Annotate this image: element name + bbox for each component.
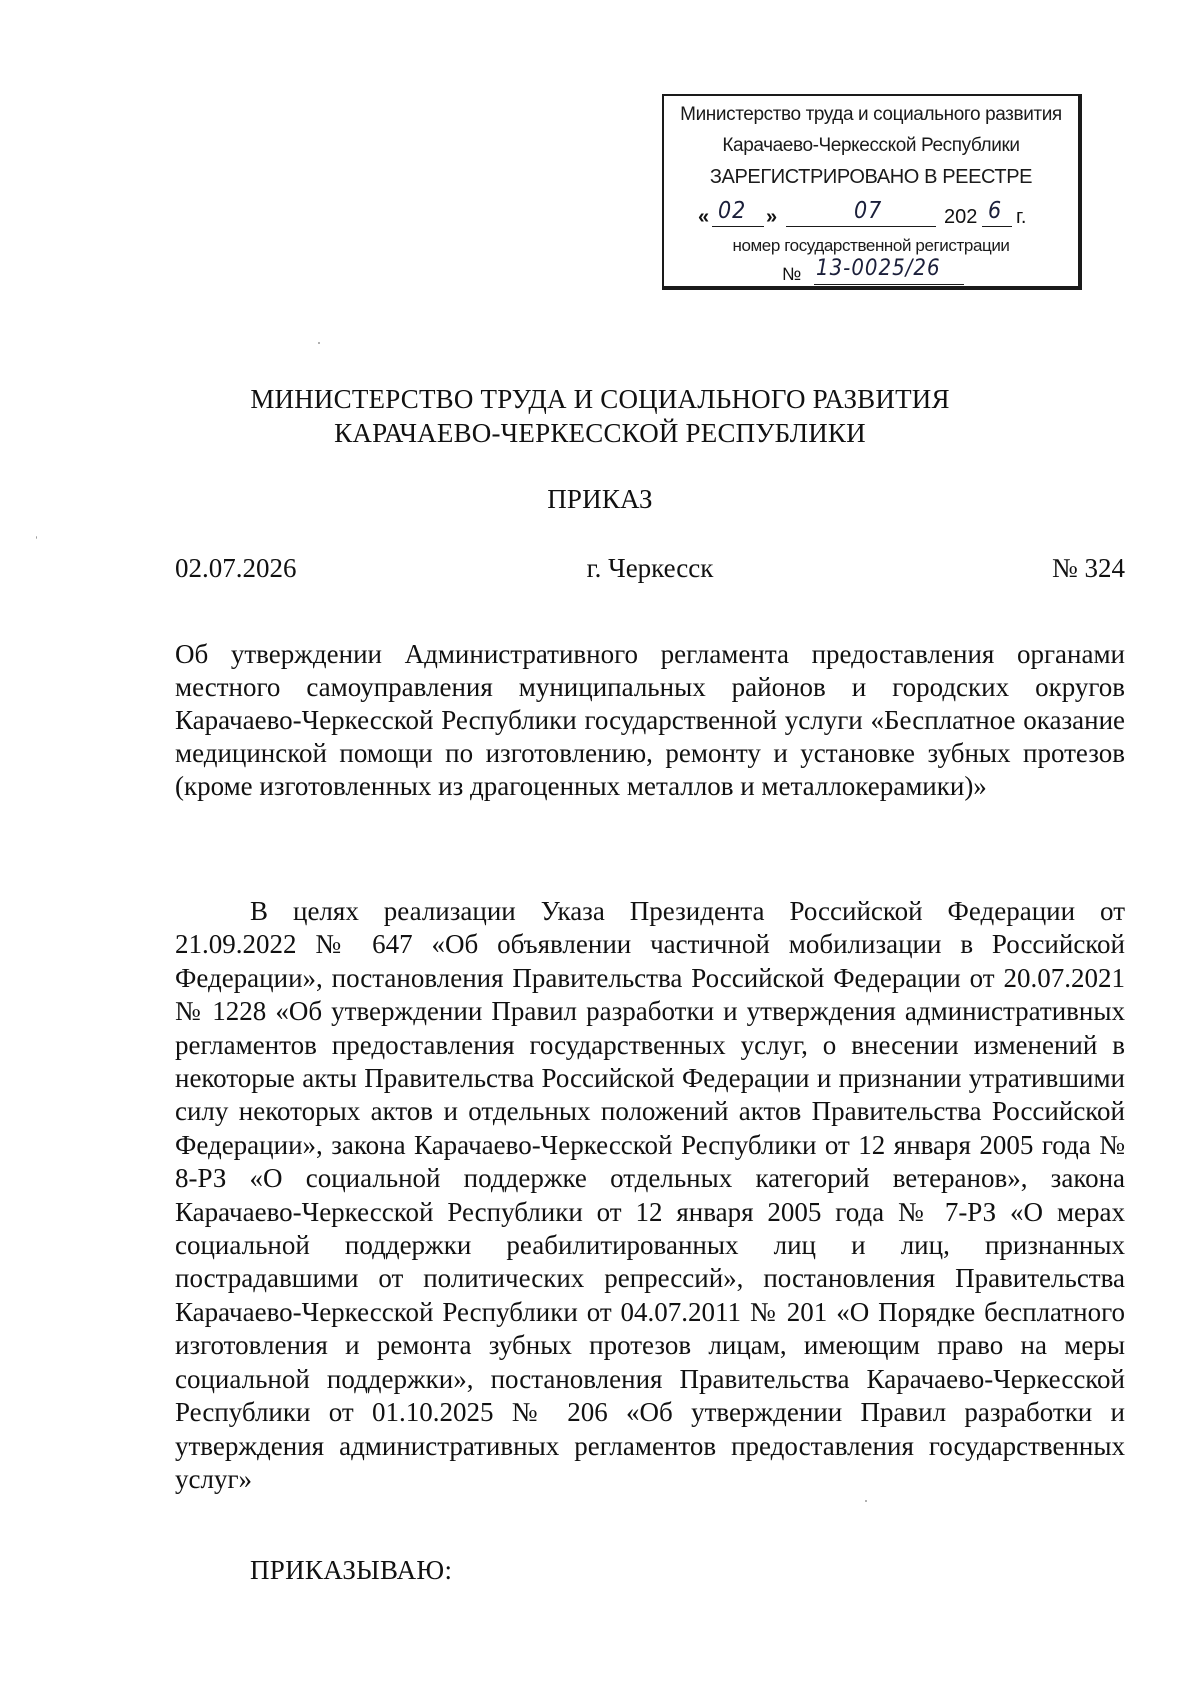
reg-number-field [814,258,964,285]
year-unit: г. [1016,206,1027,228]
scan-speck [36,536,37,539]
registration-stamp [662,94,1082,290]
stamp-reg-number [664,258,1078,286]
order-preamble: В целях реализации Указа Президента Российской Федерации от 21.09.2022 № 647 «Об объявлении частичной мобилизации в Российской Федерации», постановления Правительства Российской Федерации от 20.07.2021 № 1228 «Об утверждении Правил разработки и утверждения административных регламентов предоставления государственных услуг, о внесении изменений в некоторые акты Правительства Российской Федерации и признании утратившими силу некоторых актов и отдельных положений актов Правительства Российской Федерации», закона Карачаево-Черкесской Республики от 12 января 2005 года № 8-РЗ «О социальной поддержке отдельных категорий ветеранов», закона Карачаево-Черкесской Республики от 12 января 2005 года № 7-РЗ «О мерах социальной поддержки реабилитированных лиц и лиц, признанных пострадавшими от политических репрессий», постановления Правительства Карачаево-Черкесской Республики от 04.07.2011 № 201 «О Порядке бесплатного изготовления и ремонта зубных протезов лицам, имеющим право на меры социальной поддержки», постановления Правительства Карачаево-Черкесской Республики от 01.10.2025 № 206 «Об утверждении Правил разработки и утверждения административных регламентов предоставления государственных услуг» [175,896,1125,1494]
year-prefix: 202 [944,206,978,228]
ministry-name-line-2: КАРАЧАЕВО-ЧЕРКЕССКОЙ РЕСПУБЛИКИ [334,418,866,448]
order-title: Об утверждении Административного регламента предоставления органами местного самоуправления муниципальных районов и городских округов Карачаево-Черкесской Республики государственной услуги «Бесплатное оказание медицинской помощи по изготовлению, ремонту и установке зубных протезов (кроме изготовленных из драгоценных металлов и металлокерамики)» [175,639,1125,801]
document-type: ПРИКАЗ [547,484,653,514]
ministry-name-line-1: МИНИСТЕРСТВО ТРУДА И СОЦИАЛЬНОГО РАЗВИТИЯ [250,384,950,414]
stamp-ministry-line: Министерство труда и социального развития [680,104,1062,125]
number-sign: № [782,264,802,284]
handwritten-year: 6 [988,198,1003,224]
order-directive: ПРИКАЗЫВАЮ: [250,1555,453,1585]
document-date: 02.07.2026 [175,553,297,583]
open-quote: « [698,206,710,228]
document-number: № 324 [1051,553,1125,583]
stamp-registration-date [664,200,1078,230]
scan-speck [865,1500,867,1502]
month-field [786,200,936,227]
document-meta-row [175,553,1125,587]
handwritten-reg-number: 13-0025/26 [816,256,941,281]
year-field [982,200,1012,227]
stamp-region-line: Карачаево-Черкесской Республики [722,135,1020,156]
close-quote: » [766,206,778,228]
stamp-registered-line: ЗАРЕГИСТРИРОВАНО В РЕЕСТРЕ [709,166,1033,188]
handwritten-month: 07 [854,198,883,224]
day-field [712,200,764,227]
handwritten-day: 02 [718,198,747,224]
stamp-reg-number-label: номер государственной регистрации [732,236,1010,255]
scan-speck [318,342,320,344]
document-city: г. Черкесск [586,553,714,583]
